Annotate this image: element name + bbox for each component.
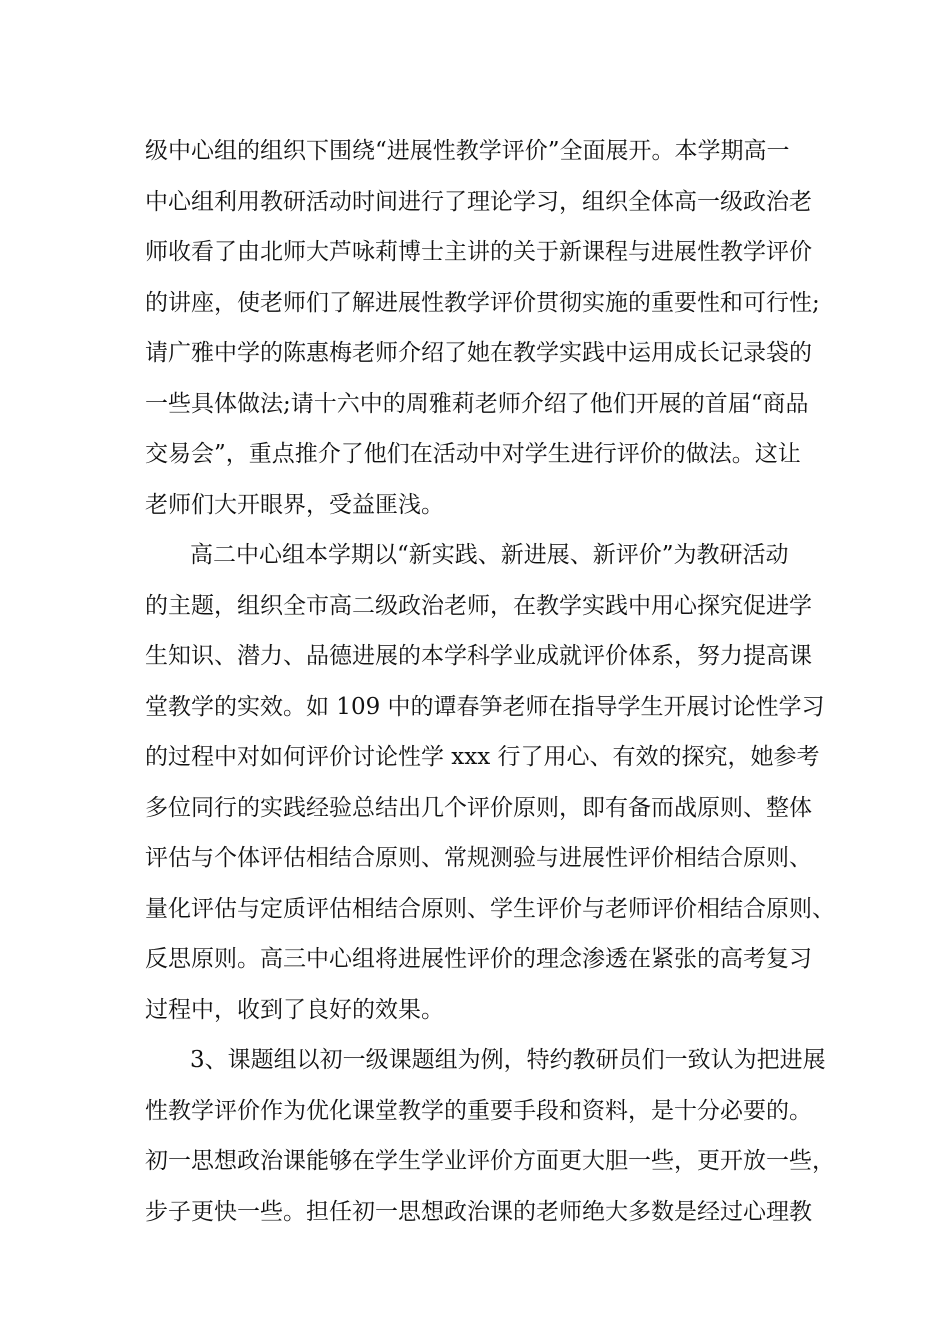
- text-line: 的过程中对如何评价讨论性学 xxx 行了用心、有效的探究，她参考: [145, 744, 820, 770]
- text-line: 步子更快一些。担任初一思想政治课的老师绝大多数是经过心理教: [145, 1198, 812, 1225]
- text-line: 过程中，收到了良好的效果。: [145, 996, 444, 1023]
- text-line: 3、课题组以初一级课题组为例，特约教研员们一致认为把进展: [190, 1047, 826, 1073]
- text-line: 交易会”，重点推介了他们在活动中对学生进行评价的做法。这让: [145, 441, 801, 467]
- text-line: 级中心组的组织下围绕“进展性教学评价”全面展开。本学期高一: [145, 138, 790, 164]
- text-line: 多位同行的实践经验总结出几个评价原则，即有备而战原则、整体: [145, 794, 812, 821]
- text-line: 性教学评价作为优化课堂教学的重要手段和资料，是十分必要的。: [145, 1097, 812, 1124]
- body-text: [145, 126, 835, 1237]
- paragraph-1: [145, 126, 835, 530]
- text-line: 中心组利用教研活动时间进行了理论学习，组织全体高一级政治老: [145, 188, 812, 215]
- text-line: 量化评估与定质评估相结合原则、学生评价与老师评价相结合原则、: [145, 895, 835, 922]
- text-line: 请广雅中学的陈惠梅老师介绍了她在教学实践中运用成长记录袋的: [145, 340, 812, 366]
- text-line: 反思原则。高三中心组将进展性评价的理念渗透在紧张的高考复习: [145, 946, 812, 972]
- text-line: 的主题，组织全市高二级政治老师，在教学实践中用心探究促进学: [145, 592, 812, 619]
- paragraph-2: [145, 530, 835, 1035]
- text-line: 评估与个体评估相结合原则、常规测验与进展性评价相结合原则、: [145, 845, 812, 871]
- text-line: 师收看了由北师大芦咏莉博士主讲的关于新课程与进展性教学评价: [145, 239, 812, 265]
- paragraph-3: [145, 1035, 835, 1237]
- text-line: 初一思想政治课能够在学生学业评价方面更大胆一些，更开放一些，: [145, 1148, 835, 1174]
- text-line: 老师们大开眼界，受益匪浅。: [145, 491, 444, 518]
- text-line: 高二中心组本学期以“新实践、新进展、新评价”为教研活动: [190, 542, 789, 568]
- text-line: 一些具体做法;请十六中的周雅莉老师介绍了他们开展的首届“商品: [145, 390, 809, 417]
- text-line: 堂教学的实效。如 109 中的谭春笋老师在指导学生开展讨论性学习: [145, 693, 825, 720]
- text-line: 生知识、潜力、品德进展的本学科学业成就评价体系，努力提高课: [145, 643, 812, 669]
- text-line: 的讲座，使老师们了解进展性教学评价贯彻实施的重要性和可行性;: [145, 289, 820, 316]
